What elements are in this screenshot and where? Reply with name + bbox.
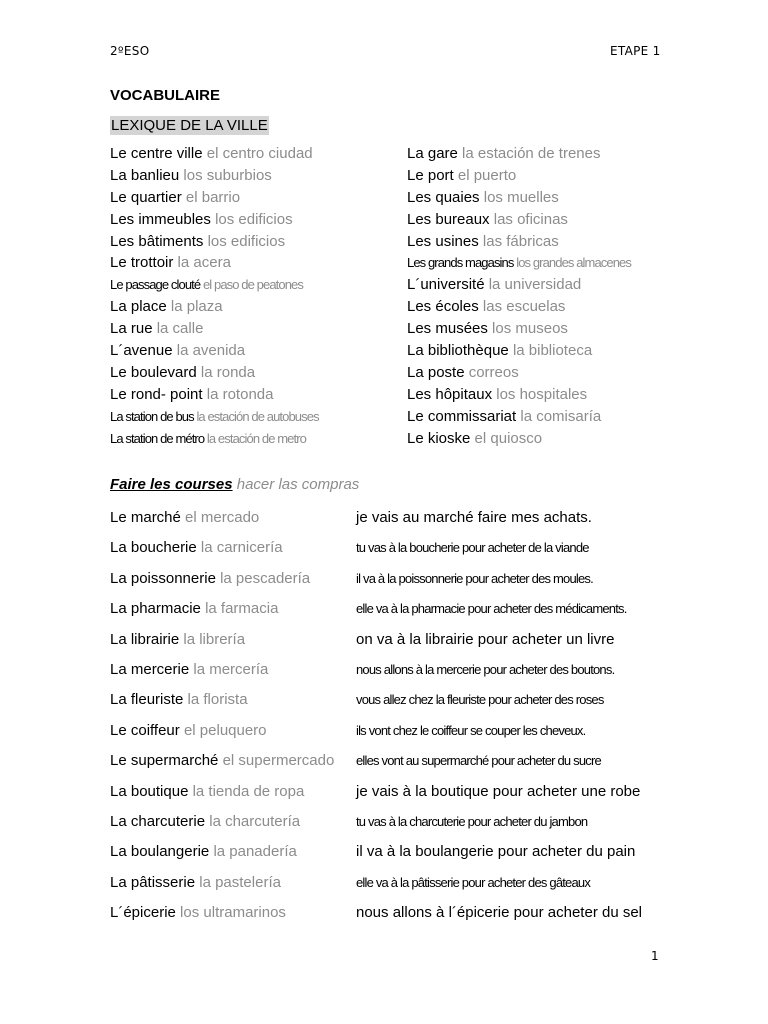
shop-es: el supermercado: [222, 752, 335, 770]
shop-fr: Le coiffeur: [110, 721, 180, 739]
vocab-es: el barrio: [185, 188, 241, 206]
vocab-fr: Les écoles: [407, 298, 479, 316]
shop-fr: La librairie: [110, 630, 180, 648]
shop-es: la panadería: [213, 843, 297, 861]
vocab-es: las oficinas: [493, 210, 568, 228]
vocab-fr: Le commissariat: [407, 407, 517, 425]
vocab-es: la ronda: [200, 363, 256, 381]
shop-sentence: je vais au marché faire mes achats.: [356, 509, 592, 526]
shop-es: la pescadería: [220, 569, 311, 587]
vocab-item: [407, 296, 631, 318]
shop-sentence: nous allons à l´épicerie pour acheter du sel: [356, 904, 643, 922]
lexique-column-right: [407, 143, 631, 449]
shop-sentence: elles vont au supermarché pour acheter du sucre: [356, 753, 601, 769]
vocab-item: [407, 318, 631, 340]
vocab-es: los suburbios: [183, 166, 272, 184]
vocab-item: [110, 296, 319, 318]
vocab-es: la plaza: [170, 298, 223, 316]
vocab-fr: Le kioske: [407, 429, 471, 447]
vocab-item: [407, 165, 631, 187]
courses-column-words: [110, 508, 334, 933]
vocab-item: [110, 209, 319, 231]
shop-sentence: on va à la librairie pour acheter un livre: [356, 630, 615, 648]
vocab-es: la biblioteca: [512, 342, 593, 360]
vocab-item: [110, 384, 319, 406]
shop-item: [110, 690, 334, 720]
vocab-es: correos: [468, 363, 519, 381]
vocab-es: la acera: [177, 254, 231, 272]
shop-es: los ultramarinos: [180, 904, 286, 922]
courses-title-fr: Faire les courses: [110, 476, 233, 493]
shop-fr: La boucherie: [110, 539, 197, 557]
shop-fr: La pharmacie: [110, 600, 201, 618]
vocab-item: [407, 428, 631, 450]
shop-es: el peluquero: [183, 721, 267, 739]
vocab-item: [110, 318, 319, 340]
vocab-es: el quiosco: [474, 429, 543, 447]
vocab-es: la estación de metro: [206, 430, 306, 446]
vocab-fr: L´université: [407, 276, 485, 294]
vocab-fr: La station de métro: [110, 430, 205, 446]
vocab-es: los museos: [492, 320, 568, 338]
courses-column-sentences: [356, 508, 642, 933]
vocab-fr: Le passage clouté: [110, 277, 201, 293]
vocab-item: [407, 231, 631, 253]
vocab-es: la universidad: [488, 276, 582, 294]
vocab-item: [407, 340, 631, 362]
shop-sentence: tu vas à la boucherie pour acheter de la viande: [356, 540, 589, 556]
vocab-fr: Le trottoir: [110, 254, 174, 272]
vocab-es: la rotonda: [206, 385, 274, 403]
vocab-item: [110, 231, 319, 253]
lexique-column-left: [110, 143, 319, 449]
vocab-es: la avenida: [176, 342, 246, 360]
vocab-fr: Les usines: [407, 232, 479, 250]
vocab-item: [407, 384, 631, 406]
vocab-fr: Les quaies: [407, 188, 480, 206]
vocab-item: [110, 362, 319, 384]
shop-item: [110, 873, 334, 903]
vocab-item: [110, 340, 319, 362]
vocab-es: la comisaría: [520, 407, 602, 425]
shop-item: [110, 599, 334, 629]
shop-item: [110, 903, 334, 933]
courses-title-es: hacer las compras: [236, 476, 360, 493]
page-title: VOCABULAIRE: [110, 87, 221, 104]
shop-item: [110, 812, 334, 842]
shop-fr: La boulangerie: [110, 843, 210, 861]
vocab-es: los muelles: [483, 188, 559, 206]
section-title-lexique: LEXIQUE DE LA VILLE: [111, 117, 268, 134]
shop-es: la florista: [187, 691, 248, 709]
shop-es: la carnicería: [200, 539, 283, 557]
shop-sentence: tu vas à la charcuterie pour acheter du jambon: [356, 813, 588, 829]
shop-item: [110, 508, 334, 538]
vocab-es: las fábricas: [482, 232, 559, 250]
vocab-item: [110, 165, 319, 187]
header-level: 2ºESO: [110, 44, 150, 58]
vocab-fr: Le quartier: [110, 188, 182, 206]
shop-sentence: je vais à la boutique pour acheter une robe: [356, 782, 641, 800]
shop-item: [110, 842, 334, 872]
vocab-fr: La poste: [407, 363, 465, 381]
vocab-es: los edificios: [207, 232, 286, 250]
vocab-fr: La rue: [110, 320, 153, 338]
vocab-es: la estación de trenes: [462, 145, 601, 162]
header-stage: ETAPE 1: [610, 44, 661, 58]
vocab-fr: La banlieu: [110, 166, 180, 184]
vocab-es: la estación de autobuses: [196, 408, 319, 424]
vocab-item: [110, 274, 319, 296]
shop-item: [110, 538, 334, 568]
shop-es: la librería: [183, 630, 246, 648]
section-title-courses: [110, 476, 359, 493]
vocab-item: [407, 187, 631, 209]
shop-es: la pastelería: [199, 873, 281, 891]
vocab-fr: Les musées: [407, 320, 488, 338]
vocab-item: [407, 143, 631, 165]
vocab-item: [110, 252, 319, 274]
vocab-item: [110, 187, 319, 209]
shop-item: [110, 660, 334, 690]
vocab-item: [407, 274, 631, 296]
vocab-item: [110, 143, 319, 165]
shop-sentence: il va à la poissonnerie pour acheter des moules.: [356, 570, 593, 586]
vocab-fr: La station de bus: [110, 408, 194, 424]
vocab-item: [407, 362, 631, 384]
shop-item: [110, 569, 334, 599]
shop-fr: La boutique: [110, 782, 189, 800]
shop-fr: La mercerie: [110, 660, 190, 678]
vocab-es: la calle: [156, 320, 204, 338]
shop-es: el mercado: [185, 509, 260, 526]
shop-item: [110, 630, 334, 660]
shop-fr: L´épicerie: [110, 904, 176, 922]
shop-es: la tienda de ropa: [192, 782, 305, 800]
shop-es: la farmacia: [205, 600, 279, 618]
shop-sentence: vous allez chez la fleuriste pour acheter des roses: [356, 692, 604, 708]
vocab-item: [110, 406, 319, 428]
shop-fr: La charcuterie: [110, 812, 206, 830]
shop-es: la charcutería: [209, 812, 301, 830]
vocab-fr: Les grands magasins: [407, 255, 514, 271]
vocab-fr: Le rond- point: [110, 385, 203, 403]
vocab-es: los grandes almacenes: [516, 255, 631, 271]
vocab-fr: Les bureaux: [407, 210, 490, 228]
vocab-es: el puerto: [457, 166, 517, 184]
shop-fr: Le marché: [110, 509, 181, 526]
vocab-fr: Le centre ville: [110, 145, 203, 162]
shop-fr: La fleuriste: [110, 691, 184, 709]
shop-fr: La pâtisserie: [110, 873, 196, 891]
vocab-fr: Les hôpitaux: [407, 385, 493, 403]
vocab-es: el centro ciudad: [206, 145, 313, 162]
shop-sentence: elle va à la pâtisserie pour acheter des gâteaux: [356, 874, 591, 890]
page-number: 1: [651, 949, 659, 963]
shop-sentence: elle va à la pharmacie pour acheter des médicaments.: [356, 601, 627, 617]
shop-fr: La poissonnerie: [110, 569, 216, 587]
vocab-item: [110, 428, 319, 450]
shop-es: la mercería: [193, 660, 269, 678]
vocab-fr: La bibliothèque: [407, 342, 509, 360]
shop-item: [110, 751, 334, 781]
shop-item: [110, 782, 334, 812]
vocab-item: [407, 209, 631, 231]
vocab-fr: L´avenue: [110, 342, 173, 360]
vocab-fr: La place: [110, 298, 167, 316]
shop-sentence: nous allons à la mercerie pour acheter des boutons.: [356, 661, 615, 677]
vocab-fr: Les immeubles: [110, 210, 211, 228]
shop-item: [110, 721, 334, 751]
shop-sentence: ils vont chez le coiffeur se couper les cheveux.: [356, 722, 586, 738]
vocab-es: los edificios: [215, 210, 293, 228]
vocab-item: [407, 406, 631, 428]
vocab-es: las escuelas: [482, 298, 566, 316]
vocab-fr: La gare: [407, 145, 458, 162]
vocab-fr: Le boulevard: [110, 363, 197, 381]
vocab-es: el paso de peatones: [202, 277, 303, 293]
shop-fr: Le supermarché: [110, 752, 219, 770]
vocab-item: [407, 252, 631, 274]
vocab-fr: Les bâtiments: [110, 232, 204, 250]
vocab-es: los hospitales: [496, 385, 588, 403]
shop-sentence: il va à la boulangerie pour acheter du pain: [356, 843, 636, 861]
vocab-fr: Le port: [407, 166, 454, 184]
